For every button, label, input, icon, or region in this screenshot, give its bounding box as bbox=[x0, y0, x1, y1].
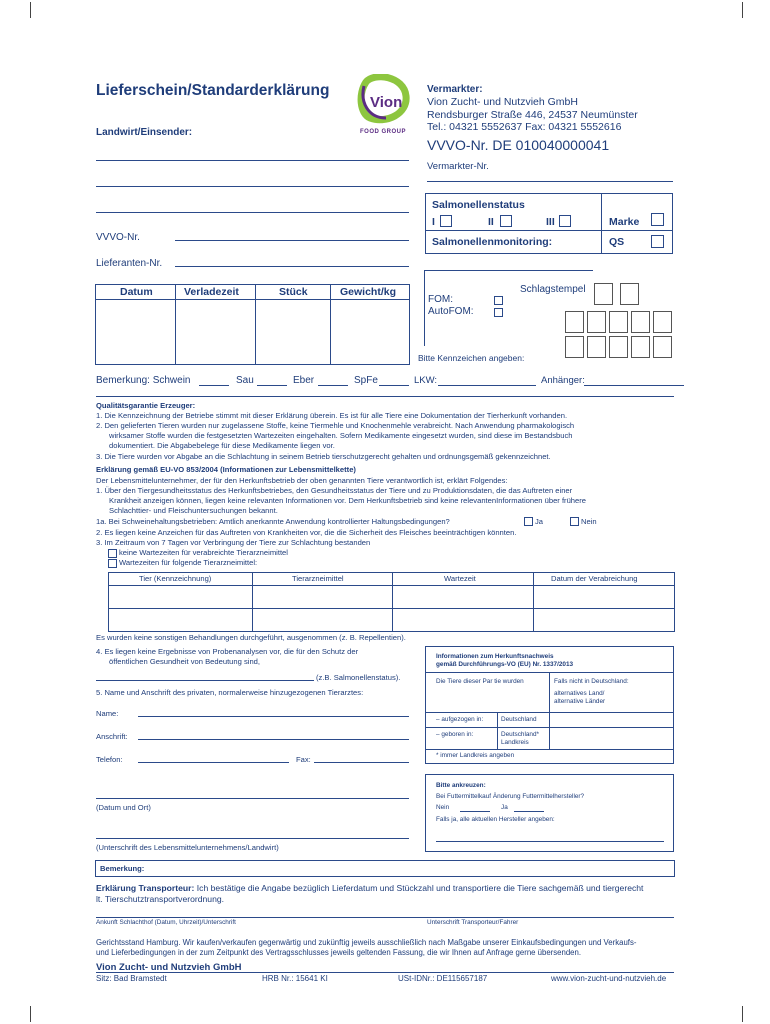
address-line[interactable] bbox=[96, 212, 409, 213]
level-1-label: I bbox=[432, 216, 435, 228]
nein-checkbox[interactable] bbox=[570, 517, 579, 526]
eu-intro: Der Lebensmittelunternehmer, der für den Herkunftsbetrieb der oben genannten Tiere verantwortlich ist, erklärt Folgendes: bbox=[96, 476, 508, 485]
no-other-treatments: Es wurden keine sonstigen Behandlungen durchgeführt, ausgenommen (z. B. Repellentien). bbox=[96, 633, 406, 642]
origin-footnote: * immer Landkreis angeben bbox=[436, 752, 515, 759]
stamp-box[interactable] bbox=[653, 336, 672, 358]
feed-question: Bei Futtermittelkauf Änderung Futtermittelhersteller? bbox=[436, 793, 585, 800]
guarantee-p1: 1. Die Kennzeichnung der Betriebe stimmt mit dieser Erklärung überein. Es ist für alle Tiere eine Dokumentation der Tierherkunft vorhanden. bbox=[96, 411, 568, 420]
anhaenger-line[interactable] bbox=[584, 385, 684, 386]
vermarkter-name: Vion Zucht- und Nutzvieh GmbH bbox=[427, 96, 578, 108]
marke-checkbox[interactable] bbox=[651, 213, 664, 226]
ja-label: Ja bbox=[535, 517, 544, 526]
stamp-box[interactable] bbox=[587, 311, 606, 333]
marke-label: Marke bbox=[609, 216, 640, 228]
origin-title2: gemäß Durchführungs-VO (EU) Nr. 1337/2013 bbox=[436, 661, 574, 668]
feed-followup: Falls ja, alle aktuellen Hersteller angeben: bbox=[436, 816, 555, 823]
stamp-box[interactable] bbox=[609, 336, 628, 358]
stamp-box[interactable] bbox=[620, 283, 639, 305]
feed-nein-label: Nein bbox=[436, 804, 450, 811]
col-wartezeit: Wartezeit bbox=[444, 574, 476, 583]
spfe-label: SpFe bbox=[354, 375, 378, 386]
vvvo-number: VVVO-Nr. DE 010040000041 bbox=[427, 137, 610, 153]
col-verladezeit: Verladezeit bbox=[184, 286, 239, 298]
col-datum: Datum bbox=[120, 286, 153, 298]
stamp-box[interactable] bbox=[631, 336, 650, 358]
eu-opt2: Wartezeiten für folgende Tierarzneimittel: bbox=[119, 558, 258, 567]
autofom-checkbox[interactable] bbox=[494, 308, 503, 317]
level-1-checkbox[interactable] bbox=[440, 215, 452, 227]
medication-table bbox=[108, 572, 675, 632]
stamp-box[interactable] bbox=[587, 336, 606, 358]
fax-label: Fax: bbox=[296, 755, 311, 764]
vermarkter-label: Vermarkter: bbox=[427, 84, 483, 95]
feed-nein-line[interactable] bbox=[460, 811, 490, 812]
born-label: – geboren in: bbox=[436, 731, 474, 738]
waiting-checkbox[interactable] bbox=[108, 559, 117, 568]
eu-p1a: 1. Über den Tiergesundheitsstatus des Herkunftsbetriebes, den Gesundheitsstatus der Tiere und zu Produktionsdaten, die das Auftreten einer bbox=[96, 486, 573, 495]
col-gewicht: Gewicht/kg bbox=[340, 286, 397, 298]
col-stueck: Stück bbox=[279, 286, 308, 298]
eu-p1b: Krankheit anzeigen können, liegen keine relevanten Informationen vor. Dem Herkunftsbetrieb sind keine relevantenInformationen über frühere bbox=[109, 496, 587, 505]
guarantee-p3: 3. Die Tiere wurden vor Abgabe an die Schlachtung in seinem Betrieb tierschutzgerecht gehalten und ordnungsgemäß gekennzeichnet. bbox=[96, 452, 551, 461]
crop-mark bbox=[742, 1006, 743, 1022]
origin-box bbox=[425, 646, 674, 764]
eu-p5: 5. Name und Anschrift des privaten, normalerweise hinzugezogenen Tierarztes: bbox=[96, 688, 364, 697]
feed-ja-line[interactable] bbox=[514, 811, 544, 812]
telefon-line[interactable] bbox=[138, 762, 289, 763]
eu-p4b: öffentlichen Gesundheit von Bedeutung sind, bbox=[109, 657, 261, 666]
sau-label: Sau bbox=[236, 375, 254, 386]
feed-ja-label: Ja bbox=[501, 804, 508, 811]
name-line[interactable] bbox=[138, 716, 409, 717]
ankunft-label: Ankunft Schlachthof (Datum, Uhrzeit)/Unterschrift bbox=[96, 919, 236, 926]
vvvo-line[interactable] bbox=[175, 240, 409, 241]
vermarkter-street: Rendsburger Straße 446, 24537 Neumünster bbox=[427, 109, 638, 121]
bemerkung-schwein: Bemerkung: Schwein bbox=[96, 375, 191, 386]
qs-checkbox[interactable] bbox=[651, 235, 664, 248]
transport-declaration bbox=[96, 883, 674, 894]
footer-divider bbox=[96, 972, 674, 973]
bemerkung-label: Bemerkung: bbox=[100, 864, 145, 873]
transport-text2: lt. Tierschutztransportverordnung. bbox=[96, 894, 225, 904]
address-line[interactable] bbox=[96, 160, 409, 161]
feed-title: Bitte ankreuzen: bbox=[436, 782, 486, 789]
col-tier: Tier (Kennzeichnung) bbox=[139, 574, 212, 583]
page-title: Lieferschein/Standarderklärung bbox=[96, 82, 330, 99]
delivery-table bbox=[95, 284, 410, 365]
transport-text1: Ich bestätige die Angabe bezüglich Lieferdatum und Stückzahl und transportiere die Tiere sachgemäß und tiergerecht bbox=[196, 883, 644, 893]
eber-label: Eber bbox=[293, 375, 315, 386]
level-2-label: II bbox=[488, 216, 494, 228]
salmonella-box bbox=[425, 193, 673, 254]
footer-web[interactable]: www.vion-zucht-und-nutzvieh.de bbox=[551, 974, 667, 983]
stamp-box[interactable] bbox=[653, 311, 672, 333]
origin-col1: Die Tiere dieser Par tie wurden bbox=[436, 678, 524, 685]
level-2-checkbox[interactable] bbox=[500, 215, 512, 227]
lieferanten-label: Lieferanten-Nr. bbox=[96, 258, 163, 269]
guarantee-p2b: wirksamer Stoffe wurden die festgesetzten Wartezeiten eingehalten. Sofern Medikamente eingesetzt wurden, sind diese im Bestandsbuch bbox=[109, 431, 573, 440]
eu-title: Erklärung gemäß EU-VO 853/2004 (Informationen zur Lebensmittelkette) bbox=[96, 465, 356, 474]
origin-col2: Falls nicht in Deutschland: bbox=[554, 678, 629, 685]
logo-text: Vion bbox=[370, 94, 403, 111]
lkw-label: LKW: bbox=[414, 375, 438, 386]
born-value2: Landkreis bbox=[501, 739, 529, 746]
fax-line[interactable] bbox=[314, 762, 409, 763]
anhaenger-label: Anhänger: bbox=[541, 375, 585, 386]
datum-ort-label: (Datum und Ort) bbox=[96, 803, 151, 812]
transport-label: Erklärung Transporteur: bbox=[96, 883, 195, 893]
datum-ort-line[interactable] bbox=[96, 798, 409, 799]
footer-company: Vion Zucht- und Nutzvieh GmbH bbox=[96, 962, 242, 973]
salmonella-status-title: Salmonellenstatus bbox=[432, 199, 525, 211]
telefon-label: Telefon: bbox=[96, 755, 123, 764]
born-value1: Deutschland* bbox=[501, 731, 540, 738]
eu-opt1: keine Wartezeiten für verabreichte Tierarzneimittel bbox=[119, 548, 288, 557]
lkw-line[interactable] bbox=[438, 385, 536, 386]
fom-label: FOM: bbox=[428, 294, 453, 305]
spfe-line[interactable] bbox=[379, 385, 409, 386]
crop-mark bbox=[30, 2, 31, 18]
raised-value: Deutschland bbox=[501, 716, 537, 723]
stamp-box[interactable] bbox=[631, 311, 650, 333]
monitoring-label: Salmonellenmonitoring: bbox=[432, 236, 553, 248]
vvvo-label: VVVO-Nr. bbox=[96, 232, 140, 243]
feed-box bbox=[425, 774, 674, 852]
p4-line[interactable] bbox=[96, 680, 314, 681]
kennzeichen-hint: Bitte Kennzeichen angeben: bbox=[418, 353, 525, 363]
qs-label: QS bbox=[609, 236, 625, 248]
col-tierarzneimittel: Tierarzneimittel bbox=[292, 574, 344, 583]
eu-p1c: Schlachttier- und Fleischuntersuchungen bekannt. bbox=[109, 506, 278, 515]
crop-mark bbox=[30, 1006, 31, 1022]
crop-mark bbox=[742, 2, 743, 18]
bemerkung-box[interactable] bbox=[95, 860, 675, 877]
eu-p3: 3. Im Zeitraum von 7 Tagen vor Verbringung der Tiere zur Schlachtung bestanden bbox=[96, 538, 371, 547]
lieferanten-line[interactable] bbox=[175, 266, 409, 267]
nein-label: Nein bbox=[581, 517, 597, 526]
gerichtsstand1: Gerichtsstand Hamburg. Wir kaufen/verkaufen gegenwärtig und zukünftig jeweils ausschließlich nach Maßgabe unserer Einkaufsbedingungen und Verkaufs- bbox=[96, 938, 637, 947]
eu-p4a: 4. Es liegen keine Ergebnisse von Probenanalysen vor, die für den Schutz der bbox=[96, 647, 359, 656]
eber-line[interactable] bbox=[318, 385, 348, 386]
signature-label: (Unterschrift des Lebensmittelunternehmens/Landwirt) bbox=[96, 843, 279, 852]
sau-line[interactable] bbox=[257, 385, 287, 386]
level-3-checkbox[interactable] bbox=[559, 215, 571, 227]
logo-sub: FOOD GROUP bbox=[360, 129, 407, 135]
origin-title1: Informationen zum Herkunftsnachweis bbox=[436, 653, 554, 660]
guarantee-p2c: dokumentiert. Die Abgabebelege für diese Medikamente liegen vor. bbox=[109, 441, 335, 450]
stamp-box[interactable] bbox=[594, 283, 613, 305]
footer-ust: USt-IDNr.: DE115657187 bbox=[398, 974, 488, 983]
name-label: Name: bbox=[96, 709, 119, 718]
stamp-title: Schlagstempel bbox=[520, 284, 586, 295]
schwein-line[interactable] bbox=[199, 385, 229, 386]
no-waiting-checkbox[interactable] bbox=[108, 549, 117, 558]
signature-line[interactable] bbox=[96, 838, 409, 839]
eu-p2: 2. Es liegen keine Anzeichen für das Auftreten von Krankheiten vor, die die Sicherheit des Fleisches beeinträchtigen könnten. bbox=[96, 528, 517, 537]
vermarkter-nr-label: Vermarkter-Nr. bbox=[427, 161, 489, 172]
autofom-label: AutoFOM: bbox=[428, 306, 474, 317]
ja-checkbox[interactable] bbox=[524, 517, 533, 526]
feed-manufacturer-line[interactable] bbox=[436, 841, 664, 842]
divider bbox=[96, 396, 674, 397]
vermarkter-nr-line[interactable] bbox=[427, 181, 673, 182]
raised-label: – aufgezogen in: bbox=[436, 716, 484, 723]
guarantee-p2a: 2. Den gelieferten Tieren wurden nur zugelassene Stoffe, keine Tiermehle und Knochenmehle verabreicht. Nach Anwendung pharmakologisch bbox=[96, 421, 575, 430]
footer-hrb: HRB Nr.: 15641 KI bbox=[262, 974, 328, 983]
origin-alt2: alternative Länder bbox=[554, 698, 606, 705]
vermarkter-tel: Tel.: 04321 5552637 Fax: 04321 5552616 bbox=[427, 121, 622, 133]
stamp-box[interactable] bbox=[565, 336, 584, 358]
eu-p1a-sub: 1a. Bei Schweinehaltungsbetrieben: Amtlich anerkannte Anwendung kontrollierter Haltungsbedingungen? bbox=[96, 517, 450, 526]
stamp-box[interactable] bbox=[609, 311, 628, 333]
level-3-label: III bbox=[546, 216, 555, 228]
vion-logo bbox=[356, 74, 412, 136]
address-line[interactable] bbox=[96, 186, 409, 187]
eu-p4c: (z.B. Salmonellenstatus). bbox=[316, 673, 401, 682]
landwirt-label: Landwirt/Einsender: bbox=[96, 127, 193, 138]
fom-checkbox[interactable] bbox=[494, 296, 503, 305]
anschrift-line[interactable] bbox=[138, 739, 409, 740]
guarantee-title: Qualitätsgarantie Erzeuger: bbox=[96, 401, 196, 410]
gerichtsstand2: und Lieferbedingungen in der zum Zeitpunkt des Vertragsschlusses jeweils geltenden Fassung, die wir Ihnen auf Anfrage gerne übersenden. bbox=[96, 948, 582, 957]
stamp-box[interactable] bbox=[565, 311, 584, 333]
anschrift-label: Anschrift: bbox=[96, 732, 128, 741]
transporteur-signature-label: Unterschrift Transporteur/Fahrer bbox=[427, 919, 519, 926]
footer-sitz: Sitz: Bad Bramstedt bbox=[96, 974, 167, 983]
col-datum-verabreichung: Datum der Verabreichung bbox=[551, 574, 638, 583]
origin-alt: alternatives Land/ bbox=[554, 690, 605, 697]
